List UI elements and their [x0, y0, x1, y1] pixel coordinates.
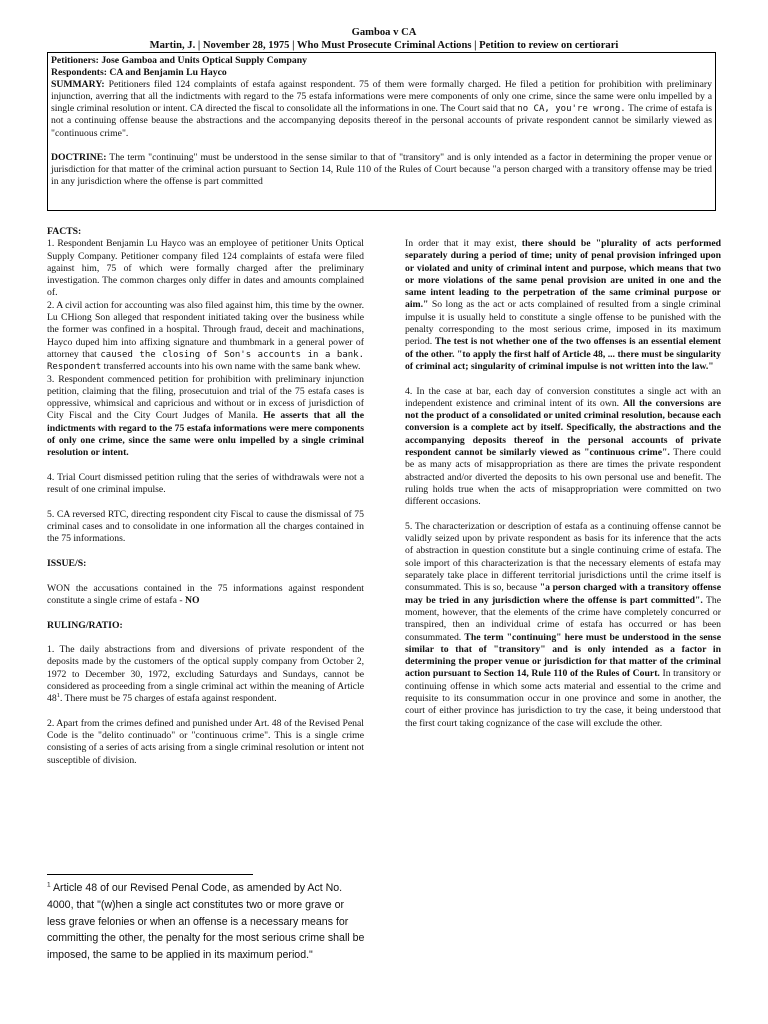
- respondents-value: CA and Benjamin Lu Hayco: [109, 67, 227, 79]
- ruling-item-5-end: In transitory or continuing offense in which some acts material and essential to the crime and requisite to its consummation occur in one province and some in another, the court of either province has jurisdiction to try the case, it being understood that the first court taking cognizance of the case will exclude the other.: [405, 668, 721, 729]
- ruling-item-5-bold: The term "continuing" here must be understood in the sense similar to that of "transitory" and is only intended as a factor in determining the proper venue or jurisdiction for that matter of the criminal action pursuant to Section 14, Rule 110 of the Rules of Court.: [405, 631, 721, 680]
- facts-item-5: 5. CA reversed RTC, directing respondent city Fiscal to cause the dismissal of 75 criminal cases and to consolidate in one information all the charges contained in the 75 informations.: [47, 508, 364, 545]
- facts-item-2-handwritten: caused the closing of Son's accounts in a bank. Respondent: [47, 349, 364, 373]
- respondents-label: Respondents:: [51, 67, 107, 79]
- ruling-item-4-intro: 4. In the case at bar, each day of conversion constitutes a single act with an independent existence and criminal intent of its own.: [405, 385, 721, 409]
- case-header: [0, 26, 768, 52]
- doctrine-paragraph: [51, 152, 712, 188]
- ruling-item-2: 2. Apart from the crimes defined and punished under Art. 48 of the Revised Penal Code is the "delito continuado" or "continuous crime". This is a single crime consisting of a series of acts arising from a single criminal resolution or intent not susceptible of division.: [47, 717, 364, 766]
- ruling-item-3-text: So long as the act or acts complained of resulted from a single criminal impulse it is usually held to constitute a single offense to be punished with the penalty corresponding to the most serious crime, imposed in its maximum period.: [405, 299, 721, 348]
- ruling-item-3: [405, 238, 721, 373]
- respondents-line: [51, 67, 712, 79]
- facts-item-2: [47, 300, 364, 374]
- facts-item-2-text: 2. A civil action for accounting was also filed against him, this time by the owner. Lu CHiong Son alleged that respondent initiated taking over the business while the former was confined in a hospital. Through fraud, deceit and machinations, Hayco duped him into affixing signature and thumbmark in a general power of attorney that: [47, 299, 364, 360]
- ruling-item-1: [47, 644, 364, 705]
- ruling-item-1-end: . There must be 75 charges of estafa against respondent.: [59, 693, 277, 705]
- right-column: [405, 238, 721, 730]
- doctrine-text: The term "continuing" must be understood in the sense similar to that of "transitory" and is only intended as a factor in determining the proper venue or jurisdiction for that matter of the criminal action pursuant to Section 14, Rule 110 of the Rules of Court because "a person charged with a transitory offense may be tried in any jurisdiction where the offense is part committed: [51, 151, 712, 187]
- facts-item-1: 1. Respondent Benjamin Lu Hayco was an employee of petitioner Units Optical Supply Company. Petitioner company filed 124 complaints of estafa were filed against him, 75 of which were formally charged after the preliminary investigation. The common charges only differ in dates and amounts complained of.: [47, 238, 364, 299]
- summary-text: Petitioners filed 124 complaints of estafa against respondent. 75 of them were formally charged. He filed a petition for prohibition with preliminary injunction, averring that all the indictments with regard to the 75 estafa informations were mere components of only one crime, since the same were onlu impelled by a single criminal resolution or intent. CA directed the fiscal to consolidate all the informations in one. The Court said that: [51, 79, 712, 115]
- facts-item-3-text: 3. Respondent commenced petition for prohibition with preliminary injunction petition, claiming that the filing, prosecutuion and trial of the 75 estafa cases is oppressive, whimsical and capricious and without or in excess of jurisdiction of City Fiscal and the City Court Judges of Manila.: [47, 373, 364, 422]
- ruling-item-4-bold: All the conversions are not the product of a consolidated or united criminal resolution, because each conversion is a complete act by itself. Specifically, the abstractions and the accompanying deposits thereof in the personal accounts of private respondent cannot be similarly viewed as "continuous crime".: [405, 397, 722, 459]
- petitioners-label: Petitioners:: [51, 55, 99, 66]
- left-column: [47, 226, 364, 767]
- issue-question: WON the accusations contained in the 75 informations against respondent constitute a single crime of estafa -: [47, 582, 364, 606]
- ruling-item-3-test: The test is not whether one of the two offenses is an essential element of the other. "to apply the first half of Article 48, ... there must be singularity of criminal act; singularity of criminal impulse is not written into the law.": [405, 336, 721, 372]
- ruling-heading: RULING/RATIO:: [47, 619, 123, 631]
- doctrine-label: DOCTRINE:: [51, 151, 107, 163]
- footnote-reference: 1: [56, 692, 60, 700]
- summary-text-end: The crime of estafa is not a continuing offense beause the abstractions and the accompanying deposits thereof in the personal accounts of private respondent cannot be similarly viewed as "continuous crime".: [51, 103, 713, 139]
- petitioners-value: Jose Gamboa and Units Optical Supply Company: [101, 55, 307, 66]
- ruling-item-4-text: There could be as many acts of misappropriation as there are times the private respondent abstracted and/or diverted the deposits to his own personal use and benefit. The ruling holds true when the acts of misappropriation were committed on two different occasions.: [405, 447, 721, 508]
- case-title: Gamboa v CA: [351, 27, 417, 38]
- summary-paragraph: [51, 79, 712, 139]
- petitioners-line: [51, 55, 712, 67]
- footnote: [47, 880, 365, 964]
- facts-item-3-bold: He asserts that all the indictments with regard to the 75 estafa informations were mere components of only one crime, since the same were onlu impelled by a single criminal resolution or intent.: [47, 410, 364, 459]
- footnote-text: Article 48 of our Revised Penal Code, as amended by Act No. 4000, that "(w)hen a single act constitutes two or more grave or less grave felonies or when an offense is a necessary means for committing the other, the penalty for the most serious crime shall be imposed, the same to be applied in its maximum period.": [47, 882, 365, 962]
- ruling-item-5-text: The moment, however, that the elements of the crime have completely concurred or transpired, then an individual crime of estafa has occurred or has been consummated.: [405, 594, 721, 643]
- case-summary-box: [47, 52, 716, 211]
- case-subtitle: Martin, J. | November 28, 1975 | Who Must Prosecute Criminal Actions | Petition to review on certiorari: [149, 40, 619, 51]
- ruling-item-3-bold: there should be "plurality of acts performed separately during a period of time; unity of penal provision infringed upon or violated and unity of criminal intent and purpose, which means that two or more violations of the same penal provision are united in one and the same intent leading to the perpetration of the same criminal purpose or aim.": [405, 238, 722, 311]
- ruling-item-3-intro: In order that it may exist,: [405, 238, 517, 249]
- ruling-item-4: [405, 386, 721, 509]
- issue-text: [47, 583, 364, 608]
- summary-label: SUMMARY:: [51, 79, 105, 91]
- ruling-item-1-text: 1. The daily abstractions from and diversions of private respondent of the deposits made by the customers of the optical supply company from October 2, 1972 to December 30, 1972, excluding Saturdays and Sundays, cannot be considered as proceeding from a single criminal act within the meaning of Article 48: [47, 644, 364, 705]
- footnote-marker: 1: [47, 881, 51, 889]
- issue-answer: NO: [185, 594, 200, 606]
- facts-item-4: 4. Trial Court dismissed petition ruling that the series of withdrawals were not a result of one criminal impulse.: [47, 471, 364, 496]
- facts-item-2-end: transferred accounts into his own name with the same bank whew.: [103, 361, 361, 373]
- footnote-divider: [47, 874, 253, 875]
- facts-item-3: [47, 374, 364, 460]
- ruling-item-5-intro: 5. The characterization or description of estafa as a continuing offense cannot be validly seized upon by private respondent as basis for its inference that the acts of abstraction in question constitute but a single continuing crime of estafa. The sole import of this characterization is that the necessary elements of estafa may separately take place in different territorial jurisdictions until the crime itself is consummated. This is so, because: [405, 520, 721, 594]
- ruling-item-5-quote: "a person charged with a transitory offense may be tried in any jurisdiction where the offense is part committed".: [405, 582, 721, 606]
- summary-handwritten-note: no CA, you're wrong.: [517, 104, 626, 115]
- issues-heading: ISSUE/S:: [47, 558, 87, 570]
- ruling-item-5: [405, 521, 721, 730]
- facts-heading: FACTS:: [47, 226, 82, 237]
